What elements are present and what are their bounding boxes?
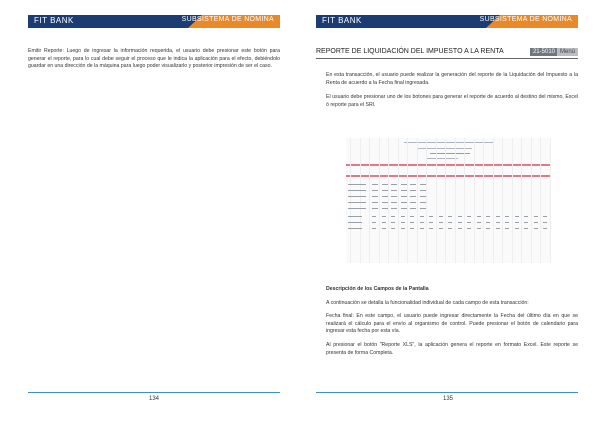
report-grid-line	[540, 138, 541, 263]
right-banner	[316, 15, 578, 28]
report-cell	[505, 222, 509, 223]
report-cell	[477, 216, 481, 217]
report-screenshot-image	[346, 138, 551, 263]
left-paragraph: Emitir Reporte: Luego de ingresar la información requerida, el usuario debe presionar este botón para generar el reporte, para lo cual debe seguir el proceso que le indica la aplicación para el efecto, debiéndolo guardar en una dirección de la máquina para luego poder visualizarlo y posterior impresión de ser el caso.	[28, 48, 280, 70]
report-cell	[429, 216, 433, 217]
report-cell	[410, 208, 416, 209]
report-row-label	[348, 208, 366, 209]
report-cell	[420, 208, 426, 209]
right-page	[300, 0, 600, 424]
report-cell	[382, 190, 388, 191]
report-cell	[420, 202, 426, 203]
menu-badge: Menú	[557, 48, 578, 56]
report-cell	[420, 228, 424, 229]
report-cell	[467, 228, 471, 229]
report-cell	[467, 216, 471, 217]
report-cell	[524, 216, 528, 217]
report-grid-line	[426, 138, 427, 263]
report-grid-line	[388, 138, 389, 263]
report-cell	[391, 184, 397, 185]
report-cell	[429, 222, 433, 223]
report-grid-line	[417, 138, 418, 263]
report-cell	[486, 228, 490, 229]
report-cell	[410, 184, 416, 185]
banner-brand: FIT BANK	[322, 16, 362, 25]
report-cell	[391, 216, 395, 217]
report-cell	[382, 216, 386, 217]
report-cell	[448, 228, 452, 229]
footer-line	[316, 392, 578, 393]
report-cell	[420, 190, 426, 191]
report-cell	[382, 184, 388, 185]
report-grid-line	[455, 138, 456, 263]
intro-paragraph-2: El usuario debe presionar uno de los botones para generar el reporte de acuerdo al destino del mismo, Excel ó reporte para el SRI.	[326, 94, 578, 108]
report-cell	[391, 228, 395, 229]
report-cell	[534, 228, 538, 229]
report-grid-line	[521, 138, 522, 263]
report-grid-line	[436, 138, 437, 263]
report-cell	[372, 222, 376, 223]
report-grid-line	[493, 138, 494, 263]
report-cell	[420, 196, 426, 197]
report-cell	[391, 196, 397, 197]
page-number: 134	[148, 396, 159, 402]
report-cell	[372, 190, 378, 191]
report-cell	[439, 216, 443, 217]
report-cell	[420, 184, 426, 185]
report-cell	[391, 208, 397, 209]
report-cell	[401, 196, 407, 197]
report-cell	[543, 222, 547, 223]
page-title: REPORTE DE LIQUIDACIÓN DEL IMPUESTO A LA RENTA	[316, 48, 504, 55]
report-grid-line	[483, 138, 484, 263]
report-cell	[467, 222, 471, 223]
report-cell	[515, 216, 519, 217]
report-cell	[391, 190, 397, 191]
report-cell	[401, 184, 407, 185]
report-cell	[448, 222, 452, 223]
report-cell	[401, 222, 405, 223]
report-cell	[410, 196, 416, 197]
report-cell	[496, 222, 500, 223]
report-cell	[496, 228, 500, 229]
report-cell	[515, 228, 519, 229]
report-cell	[401, 208, 407, 209]
banner-subsystem: SUBSISTEMA DE NÓMINA	[479, 16, 572, 23]
report-row-label	[348, 202, 366, 203]
report-cell	[410, 190, 416, 191]
transaction-code-badge: 21-5010	[530, 48, 558, 56]
report-cell	[372, 202, 378, 203]
report-cell	[372, 184, 378, 185]
report-cell	[401, 216, 405, 217]
report-cell	[477, 222, 481, 223]
report-cell	[543, 228, 547, 229]
report-cell	[458, 216, 462, 217]
heading-rule	[316, 58, 578, 59]
report-cell	[391, 202, 397, 203]
report-cell	[410, 216, 414, 217]
intro-paragraph-1: En esta transacción, el usuario puede realizar la generación del reporte de la Liquidación del Impuesto a la Renta de acuerdo a la Fecha final ingresada.	[326, 72, 578, 86]
report-cell	[391, 222, 395, 223]
report-grid-line	[512, 138, 513, 263]
report-cell	[439, 228, 443, 229]
footer-line	[28, 392, 280, 393]
report-cell	[420, 222, 424, 223]
report-grid-line	[350, 138, 351, 263]
report-cell	[496, 216, 500, 217]
report-row-label	[348, 196, 366, 197]
report-cell	[420, 216, 424, 217]
report-row-label	[348, 184, 366, 185]
report-cell	[410, 228, 414, 229]
report-cell	[505, 228, 509, 229]
report-cell	[410, 222, 414, 223]
report-row-label	[348, 216, 362, 217]
report-cell	[401, 202, 407, 203]
report-grid-line	[398, 138, 399, 263]
report-cell	[401, 228, 405, 229]
report-cell	[401, 190, 407, 191]
report-row-label	[348, 190, 366, 191]
report-cell	[382, 202, 388, 203]
report-cell	[505, 216, 509, 217]
report-grid-line	[369, 138, 370, 263]
report-cell	[458, 222, 462, 223]
report-grid-line	[531, 138, 532, 263]
report-grid-line	[502, 138, 503, 263]
report-cell	[543, 216, 547, 217]
report-cell	[410, 202, 416, 203]
report-cell	[534, 222, 538, 223]
button-description: Al presionar el botón "Reporte XLS", la aplicación genera el reporte en formato Excel. Este reporte se presenta de forma Completa.	[326, 342, 578, 356]
report-row-label	[348, 222, 362, 223]
report-cell	[448, 216, 452, 217]
report-cell	[382, 196, 388, 197]
report-grid-line	[445, 138, 446, 263]
report-cell	[458, 228, 462, 229]
section-heading-row	[316, 47, 578, 59]
report-grid-line	[379, 138, 380, 263]
report-grid-line	[464, 138, 465, 263]
report-cell	[429, 228, 433, 229]
section-title: Descripción de los Campos de la Pantalla	[326, 286, 429, 292]
report-cell	[372, 196, 378, 197]
report-cell	[439, 222, 443, 223]
left-banner	[28, 15, 280, 28]
report-cell	[486, 216, 490, 217]
report-cell	[534, 216, 538, 217]
report-cell	[524, 228, 528, 229]
report-cell	[477, 228, 481, 229]
report-cell	[372, 216, 376, 217]
banner-subsystem: SUBSISTEMA DE NÓMINA	[181, 16, 274, 23]
report-grid-line	[407, 138, 408, 263]
report-cell	[372, 228, 376, 229]
banner-brand: FIT BANK	[34, 16, 74, 25]
report-grid-line	[550, 138, 551, 263]
report-cell	[372, 208, 378, 209]
report-row-label	[348, 228, 362, 229]
section-intro: A continuación se detalla la funcionalidad individual de cada campo de esta transacción:	[326, 300, 529, 306]
report-cell	[382, 208, 388, 209]
report-cell	[382, 222, 386, 223]
report-grid-line	[360, 138, 361, 263]
report-cell	[515, 222, 519, 223]
report-cell	[382, 228, 386, 229]
field-description: Fecha final: En este campo, el usuario puede ingresar directamente la Fecha del último día en que se realizará el cálculo para el envío al organismo de control. Puede presionar el botón de calendario para ingresar esta fecha por esta vía.	[326, 313, 578, 335]
report-cell	[524, 222, 528, 223]
page-number: 135	[442, 396, 453, 402]
report-cell	[486, 222, 490, 223]
report-grid-line	[474, 138, 475, 263]
